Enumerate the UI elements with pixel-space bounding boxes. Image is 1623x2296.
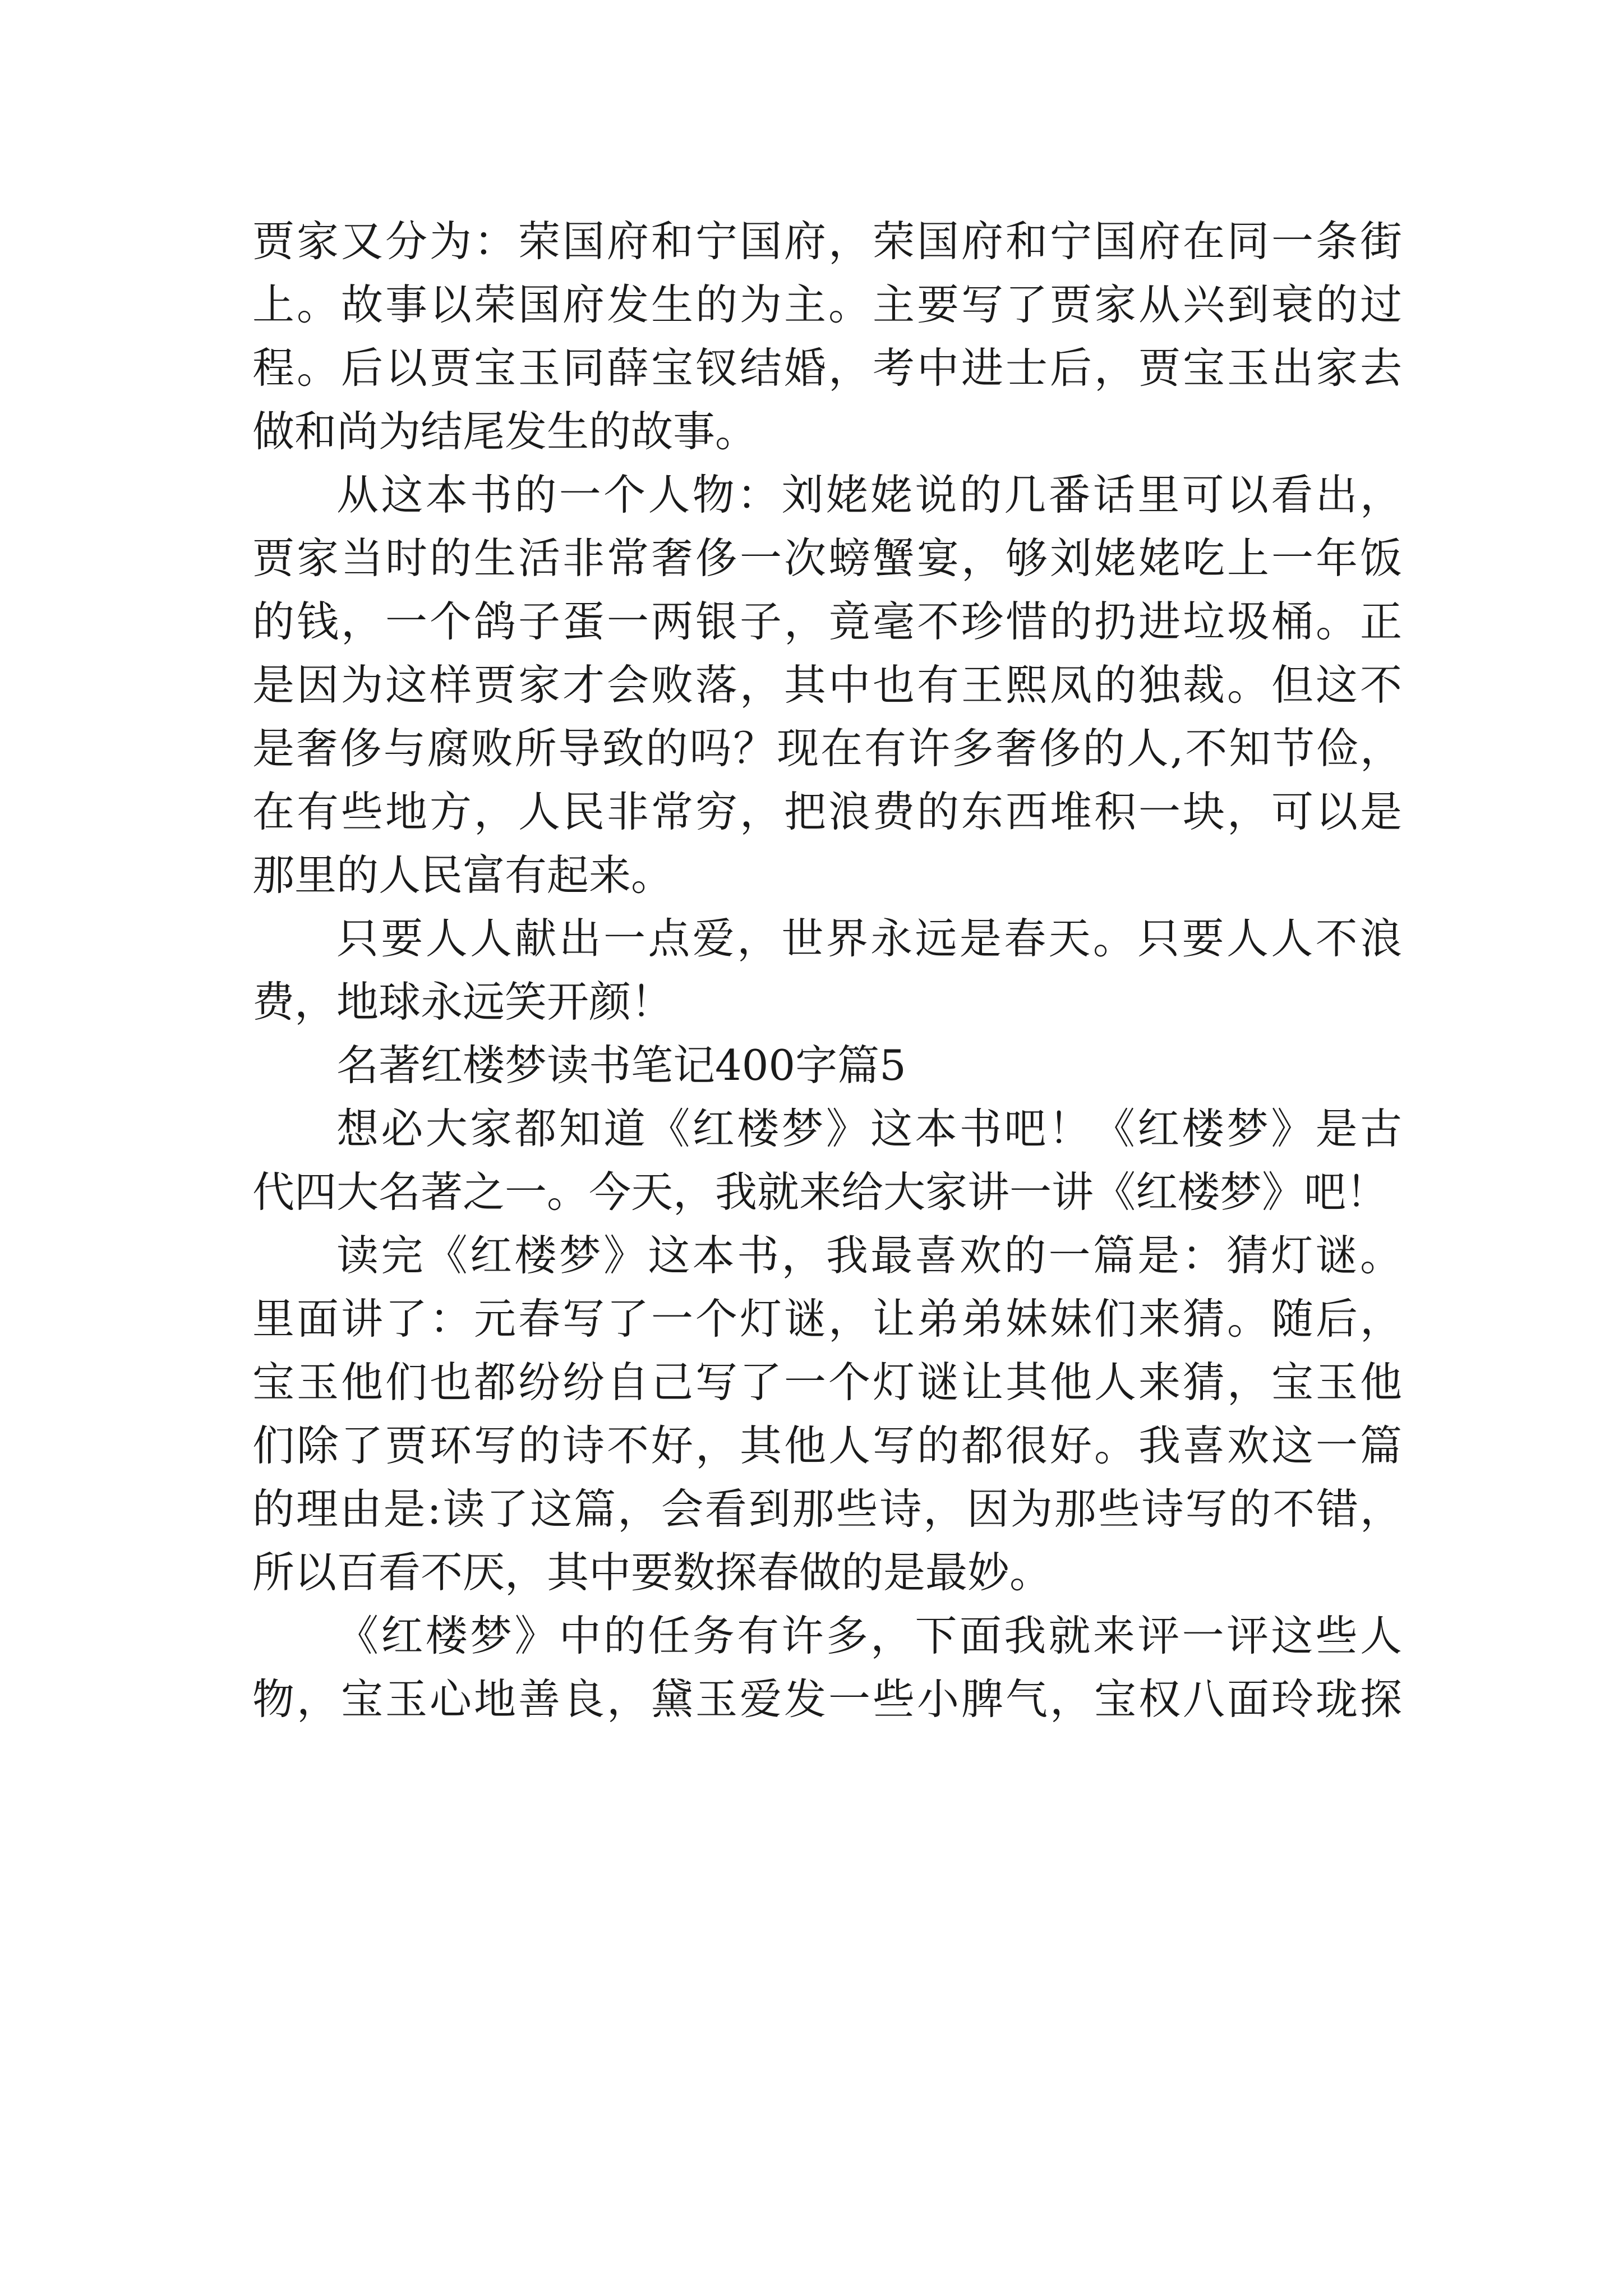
text-line: 是因为这样贾家才会败落，其中也有王熙凤的独裁。但这不 [252,660,1402,710]
text-line: 物，宝玉心地善良，黛玉爱发一些小脾气，宝权八面玲珑探 [252,1674,1402,1724]
text-line: 费，地球永远笑开颜！ [252,977,674,1027]
text-line: 是奢侈与腐败所导致的吗？现在有许多奢侈的人,不知节俭， [252,724,1402,773]
text-line: 里面讲了：元春写了一个灯谜，让弟弟妹妹们来猜。随后， [252,1294,1402,1343]
text-line: 《红楼梦》中的任务有许多，下面我就来评一评这些人 [336,1611,1402,1660]
text-line: 贾家当时的生活非常奢侈一次螃蟹宴，够刘姥姥吃上一年饭 [252,533,1402,583]
text-line: 的理由是:读了这篇，会看到那些诗，因为那些诗写的不错， [252,1484,1402,1534]
text-line: 所以百看不厌，其中要数探春做的是最妙。 [252,1548,1052,1597]
text-line: 上。故事以荣国府发生的为主。主要写了贾家从兴到衰的过 [252,280,1402,329]
text-line: 贾家又分为：荣国府和宁国府，荣国府和宁国府在同一条街 [252,217,1402,266]
text-line: 名著红楼梦读书笔记400字篇5 [336,1041,906,1090]
text-line: 程。后以贾宝玉同薛宝钗结婚，考中进士后，贾宝玉出家去 [252,343,1402,393]
text-line: 那里的人民富有起来。 [252,850,674,900]
text-line: 代四大名著之一。今天，我就来给大家讲一讲《红楼梦》吧！ [252,1167,1389,1217]
text-line: 做和尚为结尾发生的故事。 [252,407,758,456]
text-line: 想必大家都知道《红楼梦》这本书吧！《红楼梦》是古 [336,1104,1402,1153]
text-line: 只要人人献出一点爱，世界永远是春天。只要人人不浪 [336,914,1402,963]
text-line: 宝玉他们也都纷纷自己写了一个灯谜让其他人来猜，宝玉他 [252,1358,1402,1407]
text-line: 从这本书的一个人物：刘姥姥说的几番话里可以看出， [336,470,1402,519]
document-body [252,210,1402,1731]
text-line: 们除了贾环写的诗不好，其他人写的都很好。我喜欢这一篇 [252,1421,1402,1470]
text-line: 在有些地方，人民非常穷，把浪费的东西堆积一块，可以是 [252,787,1402,836]
text-line: 的钱，一个鸽子蛋一两银子，竟毫不珍惜的扔进垃圾桶。正 [252,597,1402,646]
text-line: 读完《红楼梦》这本书，我最喜欢的一篇是：猜灯谜。 [336,1231,1402,1280]
